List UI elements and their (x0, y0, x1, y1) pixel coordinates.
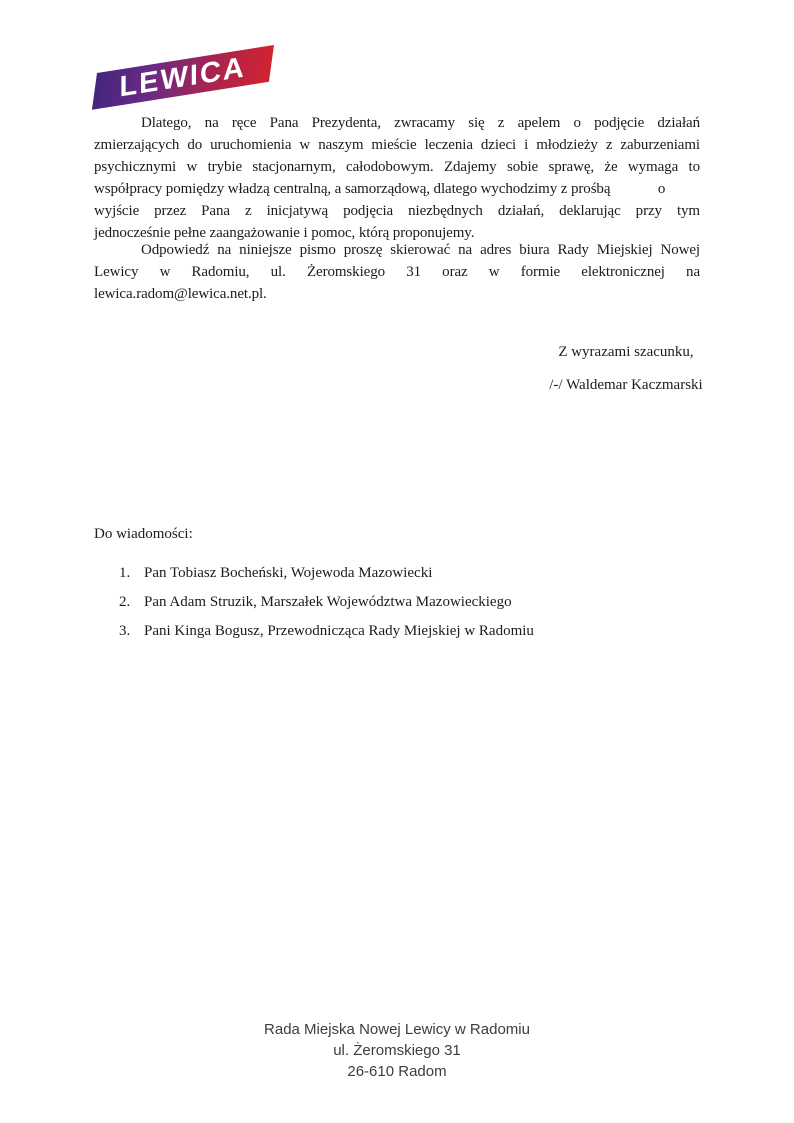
paragraph-line: Lewicy w Radomiu, ul. Żeromskiego 31 oraz w formie elektronicznej na (94, 264, 700, 280)
lewica-logo-text: LEWICA (119, 51, 247, 104)
cc-heading: Do wiadomości: (94, 526, 193, 542)
footer-postal-city: 26-610 Radom (347, 1063, 447, 1080)
paragraph-line: Dlatego, na ręce Pana Prezydenta, zwracamy się z apelem o podjęcie działań (141, 115, 700, 131)
paragraph-response (94, 239, 700, 305)
signature-closing: Z wyrazami szacunku, (558, 344, 694, 360)
cc-item-number: 3. (119, 623, 131, 639)
cc-item (119, 559, 534, 588)
paragraph-line: Odpowiedź na niniejsze pismo proszę skierować na adres biura Rady Miejskiej Nowej (141, 242, 700, 258)
cc-list (119, 559, 534, 646)
footer-organization: Rada Miejska Nowej Lewicy w Radomiu (264, 1021, 530, 1038)
paragraph-line: psychicznymi w trybie stacjonarnym, całodobowym. Zdajemy sobie sprawę, że wymaga to (94, 159, 700, 175)
cc-item-text: Pan Adam Struzik, Marszałek Województwa Mazowieckiego (144, 594, 512, 610)
paragraph-appeal (94, 112, 700, 244)
signature-name: /-/ Waldemar Kaczmarski (549, 377, 703, 393)
paragraph-line: współpracy pomiędzy władzą centralną, a samorządową, dlatego wychodzimy z prośbą o (94, 181, 666, 197)
footer-address (0, 1019, 794, 1082)
footer-street: ul. Żeromskiego 31 (333, 1042, 461, 1059)
cc-item-number: 1. (119, 565, 131, 581)
cc-item-text: Pani Kinga Bogusz, Przewodnicząca Rady Miejskiej w Radomiu (144, 623, 534, 639)
lewica-logo (92, 45, 274, 110)
cc-item-number: 2. (119, 594, 131, 610)
paragraph-line: wyjście przez Pana z inicjatywą podjęcia niezbędnych działań, deklarując przy tym (94, 203, 700, 219)
paragraph-line: lewica.radom@lewica.net.pl. (94, 286, 267, 302)
cc-item (119, 588, 534, 617)
signature-block (450, 341, 794, 396)
cc-item-text: Pan Tobiasz Bocheński, Wojewoda Mazowiecki (144, 565, 433, 581)
paragraph-line: jednocześnie pełne zaangażowanie i pomoc, którą proponujemy. (94, 225, 475, 241)
cc-item (119, 617, 534, 646)
paragraph-line: zmierzających do uruchomienia w naszym mieście leczenia dzieci i młodzieży z zaburzeniami (94, 137, 700, 153)
